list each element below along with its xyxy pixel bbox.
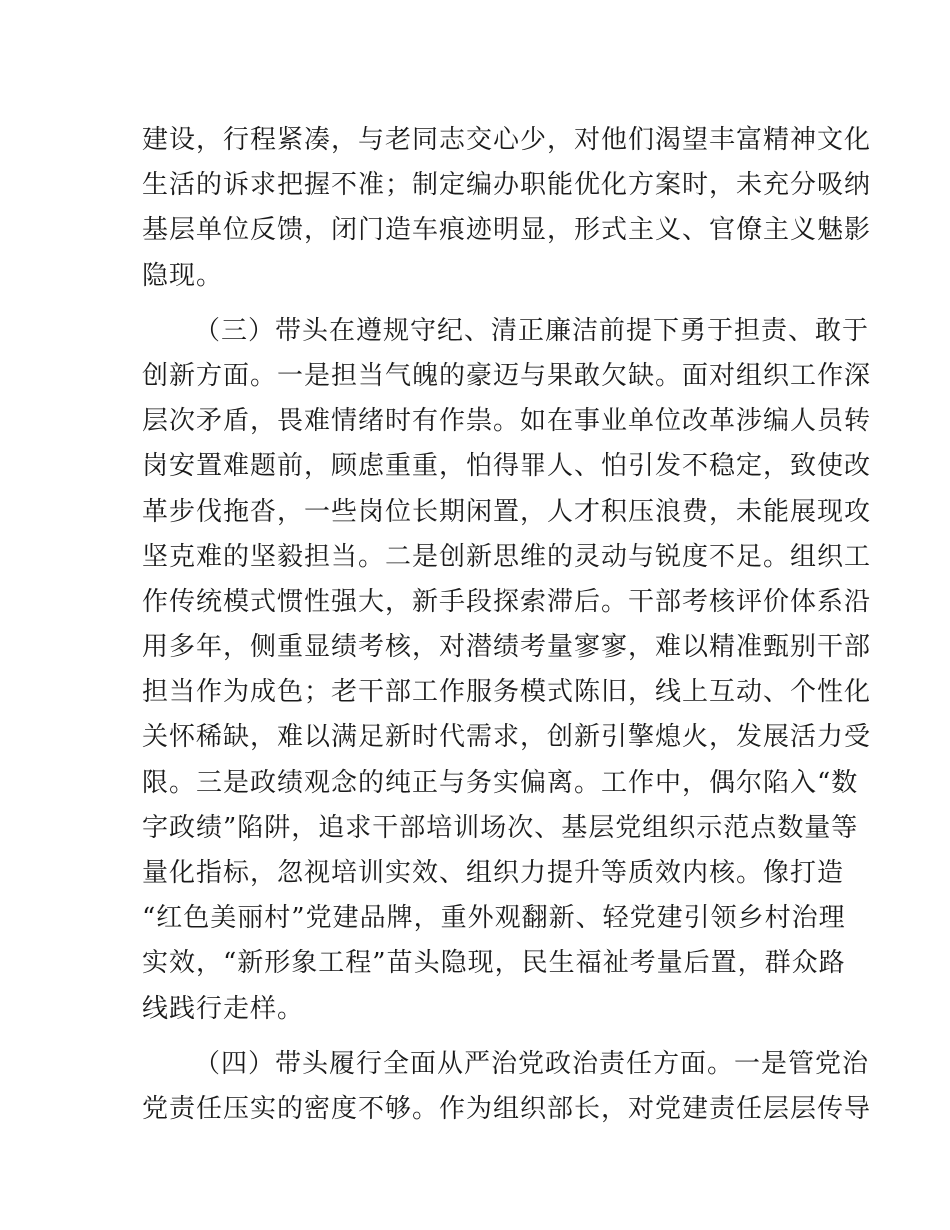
text-line: （三）带头在遵规守纪、清正廉洁前提下勇于担责、敢于	[194, 315, 870, 346]
text-line: 作传统模式惯性强大，新手段探索滞后。干部考核评价体系沿	[142, 586, 872, 617]
text-line: 岗安置难题前，顾虑重重，怕得罪人、怕引发不稳定，致使改	[142, 451, 872, 482]
text-line: 字政绩”陷阱，追求干部培训场次、基层党组织示范点数量等	[142, 812, 859, 843]
text-line: 坚克难的坚毅担当。二是创新思维的灵动与锐度不足。组织工	[142, 541, 872, 572]
text-line: 量化指标，忽视培训实效、组织力提升等质效内核。像打造	[142, 858, 845, 888]
text-line: “红色美丽村”党建品牌，重外观翻新、轻党建引领乡村治理	[142, 903, 846, 934]
text-line: 担当作为成色；老干部工作服务模式陈旧，线上互动、个性化	[142, 677, 872, 708]
text-line: 层次矛盾，畏难情绪时有作祟。如在事业单位改革涉编人员转	[142, 406, 872, 437]
text-line: 基层单位反馈，闭门造车痕迹明显，形式主义、官僚主义魅影	[142, 215, 872, 246]
text-line: 生活的诉求把握不准；制定编办职能优化方案时，未充分吸纳	[142, 170, 872, 201]
text-line: 创新方面。一是担当气魄的豪迈与果敢欠缺。面对组织工作深	[142, 360, 872, 391]
paragraph-section-four	[142, 1042, 872, 1132]
document-body	[142, 118, 872, 1132]
text-line: 线践行走样。	[142, 993, 305, 1024]
text-line: 隐现。	[142, 260, 224, 291]
paragraph-section-three	[142, 309, 872, 1032]
text-line: 实效，“新形象工程”苗头隐现，民生福祉考量后置，群众路	[142, 948, 846, 979]
text-line: 建设，行程紧凑，与老同志交心少，对他们渴望丰富精神文化	[142, 125, 872, 155]
paragraph-continuation	[142, 118, 872, 299]
text-line: 限。三是政绩观念的纯正与务实偏离。工作中，偶尔陷入“数	[142, 767, 859, 798]
text-line: 党责任压实的密度不够。作为组织部长，对党建责任层层传导	[142, 1093, 872, 1124]
text-line: （四）带头履行全面从严治党政治责任方面。一是管党治	[194, 1048, 870, 1079]
text-line: 革步伐拖沓，一些岗位长期闲置，人才积压浪费，未能展现攻	[142, 496, 872, 527]
text-line: 关怀稀缺，难以满足新时代需求，创新引擎熄火，发展活力受	[142, 722, 872, 753]
text-line: 用多年，侧重显绩考核，对潜绩考量寥寥，难以精准甄别干部	[142, 632, 872, 663]
